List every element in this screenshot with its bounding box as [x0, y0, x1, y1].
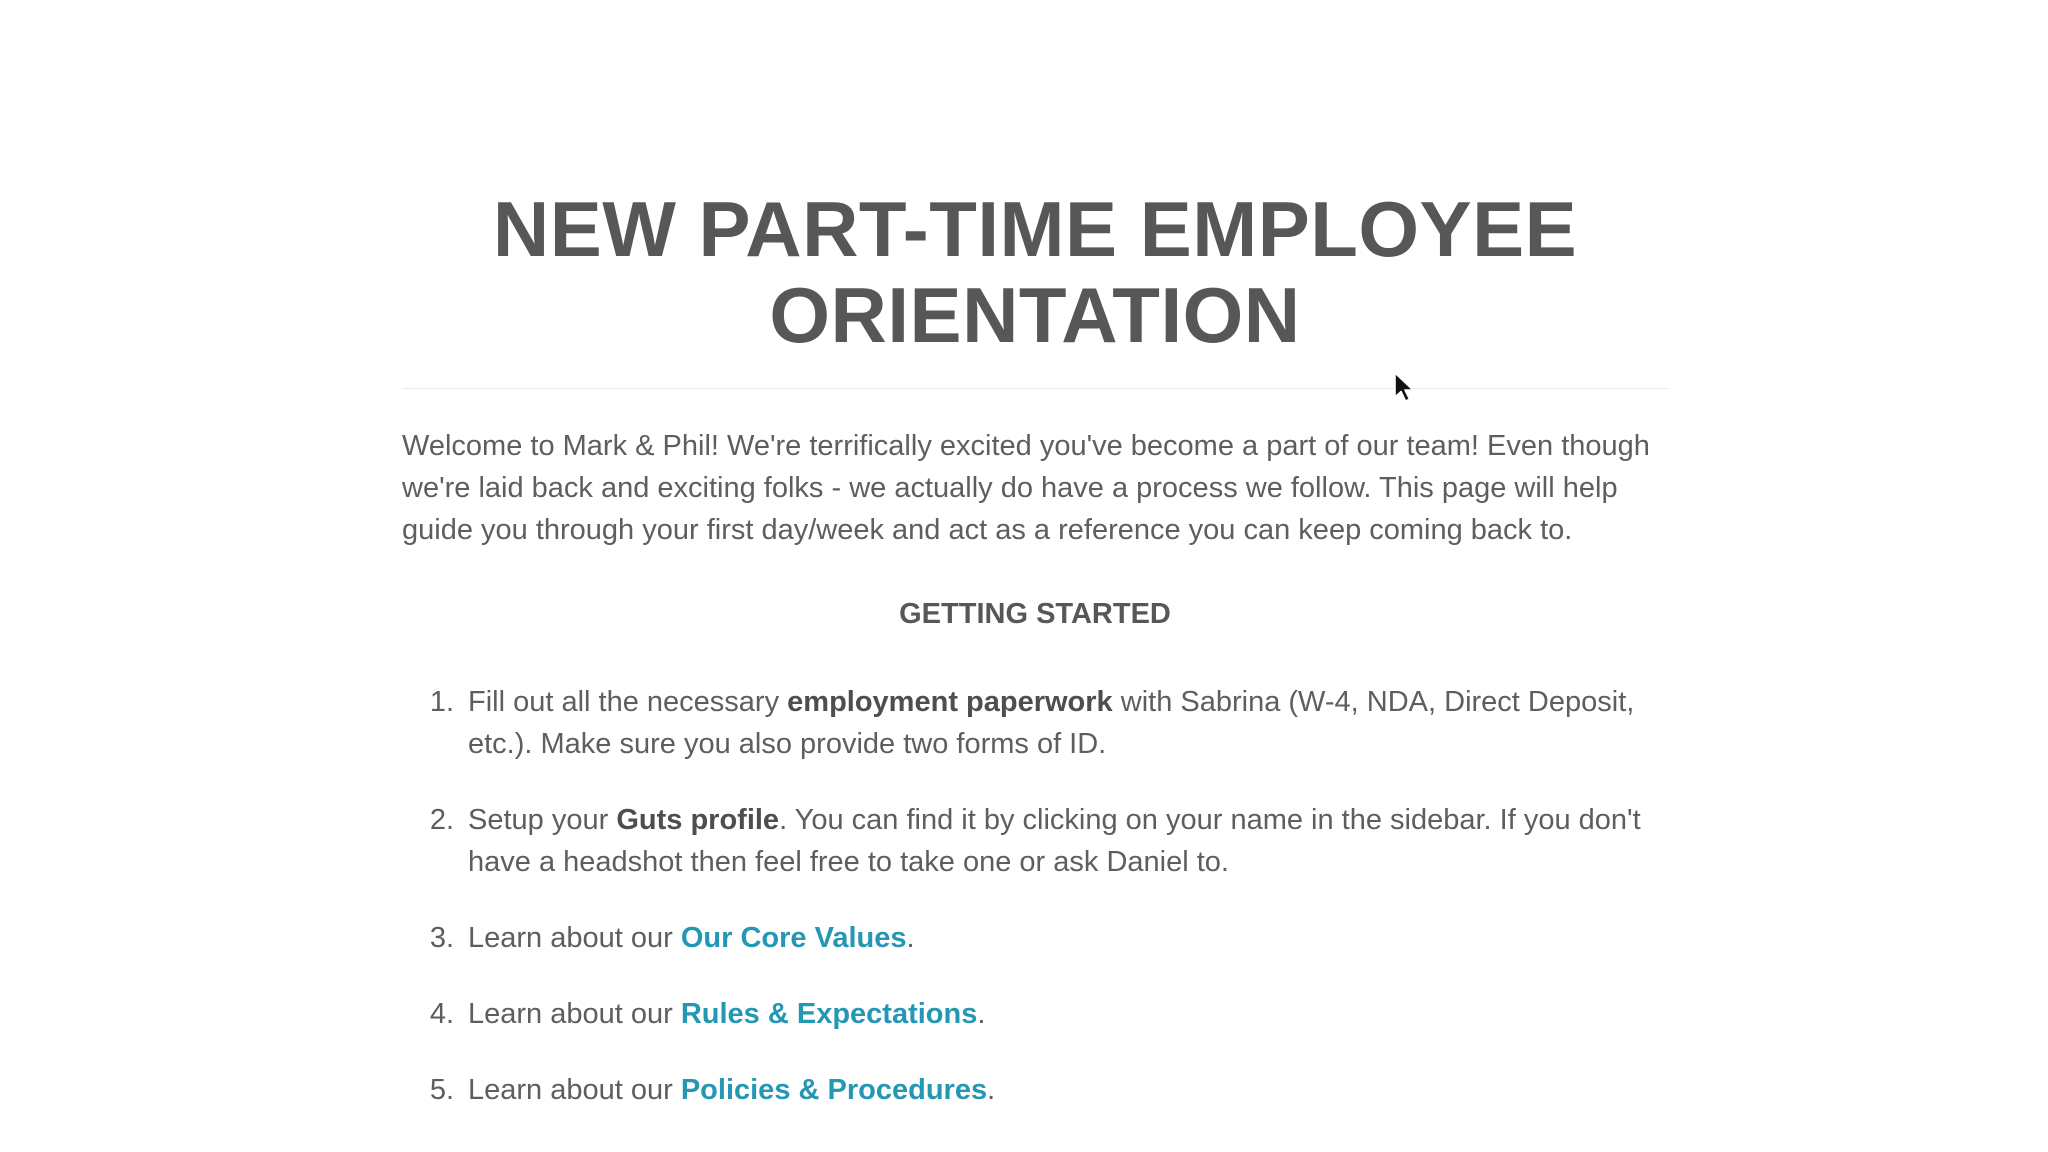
list-item-text-before: Fill out all the necessary: [468, 686, 788, 718]
list-item-text-after: .: [906, 922, 915, 954]
list-item-number: 5.: [429, 1074, 454, 1106]
list-item-text-after: with Sabrina (W-4, NDA, Direct Deposit, etc.). Make sure you also provide two forms of ID.: [468, 686, 1635, 760]
list-item-text: [468, 993, 1668, 1035]
document-content: [402, 186, 1668, 1145]
section-heading-getting-started: GETTING STARTED: [899, 598, 1171, 630]
list-item-4: [402, 993, 1668, 1035]
list-item-number: 4.: [429, 998, 454, 1030]
list-item-text-after: . You can find it by clicking on your name in the sidebar. If you don't have a headshot then feel free to take one or ask Daniel to.: [468, 804, 1641, 878]
title-divider: [402, 388, 1668, 389]
link-our-core-values[interactable]: Our Core Values: [680, 922, 907, 954]
intro-paragraph: Welcome to Mark & Phil! We're terrifically excited you've become a part of our team! Even though we're laid back and exciting folks - we actually do have a process we follow. This page will help guide you through your first day/week and act as a reference you can keep coming back to.: [402, 430, 1650, 546]
list-item-text-before: Learn about our: [468, 1074, 681, 1106]
list-item-number: 2.: [429, 804, 454, 836]
list-item-text: [468, 1069, 1668, 1111]
list-item-text-after: .: [977, 998, 986, 1030]
page-title: NEW PART-TIME EMPLOYEE ORIENTATION: [492, 185, 1578, 359]
list-item-2: [402, 799, 1668, 883]
list-item-5: [402, 1069, 1668, 1111]
emphasis-guts-profile: Guts profile: [616, 804, 780, 836]
list-item-text: [468, 799, 1668, 883]
list-item-text: [468, 917, 1668, 959]
link-rules-and-expectations[interactable]: Rules & Expectations: [680, 998, 978, 1030]
emphasis-employment-paperwork: employment paperwork: [787, 686, 1113, 718]
getting-started-list: [402, 681, 1668, 1111]
mouse-pointer-icon: [1393, 372, 1415, 404]
list-item-text-before: Learn about our: [468, 998, 681, 1030]
list-item-number: 3.: [429, 922, 454, 954]
list-item-text-before: Setup your: [468, 804, 617, 836]
list-item-3: [402, 917, 1668, 959]
link-policies-and-procedures[interactable]: Policies & Procedures: [680, 1074, 988, 1106]
list-item-text-after: .: [987, 1074, 996, 1106]
list-item-1: [402, 681, 1668, 765]
list-item-text: [468, 681, 1668, 765]
list-item-number: 1.: [429, 686, 454, 718]
list-item-text-before: Learn about our: [468, 922, 681, 954]
